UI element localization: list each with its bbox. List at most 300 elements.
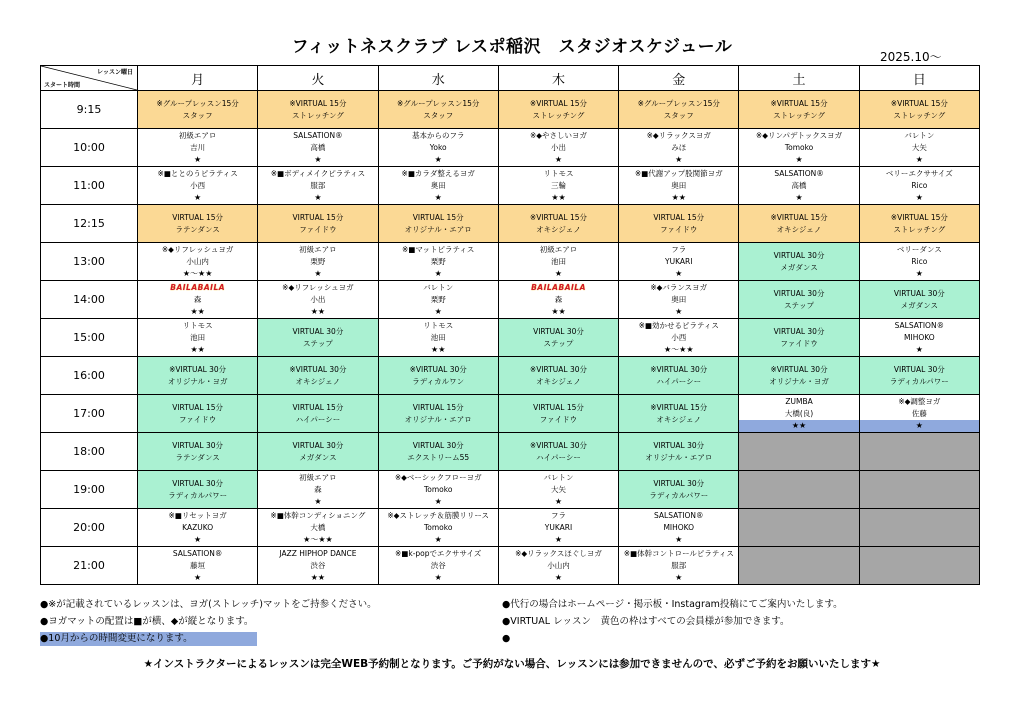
time-slot-row: [41, 433, 980, 471]
instructor-name: スタッフ: [182, 110, 213, 120]
lesson-name: ※■体幹コンディショニング: [270, 510, 366, 520]
instructor-name: メガダンス: [780, 262, 818, 272]
lesson-name: ※◆リラックスヨガ: [646, 130, 711, 140]
time-label: 11:00: [41, 167, 138, 205]
difficulty-stars: ★: [194, 192, 202, 202]
lesson-cell: [378, 167, 498, 205]
time-label: 19:00: [41, 471, 138, 509]
instructor-name: 服部: [310, 180, 326, 190]
lesson-name: ※◆バランスヨガ: [650, 282, 708, 292]
instructor-name: ファイドウ: [178, 414, 217, 424]
time-slot-row: [41, 243, 980, 281]
instructor-name: 小出: [310, 294, 326, 304]
lesson-name: VIRTUAL 30分: [292, 326, 344, 336]
instructor-name: オキシジェノ: [295, 376, 341, 386]
day-header-row: [41, 66, 980, 91]
lesson-name: バレトン: [423, 282, 454, 292]
instructor-name: オリジナル・ヨガ: [769, 376, 829, 386]
instructor-name: Tomoko: [423, 522, 453, 532]
lesson-name: VIRTUAL 30分: [172, 478, 224, 488]
day-header: 月: [138, 66, 258, 91]
lesson-cell: [378, 547, 498, 585]
lesson-cell: [378, 281, 498, 319]
time-label: 21:00: [41, 547, 138, 585]
schedule-start-date: 2025.10～: [880, 50, 942, 64]
lesson-cell: [619, 167, 739, 205]
instructor-name: オキシジェノ: [536, 376, 581, 386]
difficulty-stars: ★: [915, 154, 923, 164]
lesson-name: 基本からのフラ: [411, 130, 465, 140]
instructor-name: みほ: [671, 142, 687, 152]
instructor-name: ラディカルパワー: [889, 376, 949, 386]
instructor-name: 大矢: [911, 142, 927, 152]
note-empty: ●: [502, 633, 511, 644]
lesson-cell: [498, 433, 618, 471]
lesson-cell: [138, 129, 258, 167]
lesson-name: ※◆リフレッシュヨガ: [282, 282, 354, 292]
instructor-name: Rico: [911, 180, 928, 190]
lesson-cell: [258, 281, 378, 319]
lesson-name: バレトン: [543, 472, 574, 482]
note-mat-layout: ●ヨガマットの配置は■が横、◆が縦となります。: [40, 616, 254, 627]
lesson-name: ※グループレッスン15分: [156, 98, 239, 108]
instructor-name: 渋谷: [310, 560, 326, 570]
time-slot-row: [41, 281, 980, 319]
instructor-name: 大橋: [310, 522, 326, 532]
lesson-cell: [498, 243, 618, 281]
difficulty-stars: ★: [795, 192, 803, 202]
lesson-cell: [138, 91, 258, 129]
difficulty-stars: ★～★★: [303, 534, 333, 544]
difficulty-stars: ★: [554, 572, 563, 582]
difficulty-stars: ★: [915, 268, 923, 278]
instructor-name: ラテンダンス: [175, 224, 220, 234]
lesson-cell: [619, 357, 739, 395]
empty-slot: [739, 433, 859, 471]
lesson-name: リトモス: [182, 320, 213, 330]
lesson-name: ※VIRTUAL 15分: [529, 212, 588, 222]
empty-slot: [859, 547, 979, 585]
note-virtual: ●VIRTUAL レッスン 黄色の枠はすべての会員様が参加できます。: [502, 616, 790, 627]
lesson-cell: [138, 357, 258, 395]
difficulty-stars: ★: [675, 154, 683, 164]
lesson-name: VIRTUAL 30分: [893, 288, 945, 298]
lesson-cell: [258, 243, 378, 281]
difficulty-stars: ★: [554, 534, 563, 544]
lesson-name: ベリーエクササイズ: [885, 168, 953, 178]
lesson-name: VIRTUAL 15分: [653, 212, 705, 222]
time-label: 9:15: [41, 91, 138, 129]
lesson-cell: [498, 319, 618, 357]
instructor-name: 栗野: [310, 256, 326, 266]
time-slot-row: [41, 91, 980, 129]
lesson-name: ※■k-popでエクササイズ: [394, 548, 482, 558]
lesson-name: SALSATION®: [293, 130, 343, 140]
day-header: 日: [859, 66, 979, 91]
lesson-cell: [258, 129, 378, 167]
instructor-name: Yoko: [429, 142, 447, 152]
instructor-name: オリジナル・エアロ: [404, 414, 472, 424]
lesson-name: ※■マットピラティス: [401, 244, 475, 254]
lesson-name: 初級エアロ: [178, 130, 217, 140]
lesson-cell: [859, 281, 979, 319]
lesson-cell: [378, 471, 498, 509]
lesson-cell: [739, 395, 859, 433]
instructor-name: 大矢: [550, 484, 566, 494]
difficulty-stars: ★: [314, 496, 322, 506]
instructor-name: ストレッチング: [893, 110, 946, 120]
note-time-change: ●10月からの時間変更になります。: [40, 632, 257, 646]
lesson-cell: [138, 167, 258, 205]
lesson-cell: [498, 167, 618, 205]
lesson-name: VIRTUAL 30分: [893, 364, 945, 374]
time-label: 13:00: [41, 243, 138, 281]
difficulty-stars: ★: [434, 192, 442, 202]
schedule-table: [40, 65, 980, 585]
lesson-cell: [258, 395, 378, 433]
lesson-name: ※◆やさしいヨガ: [529, 130, 588, 140]
lesson-name: ※VIRTUAL 15分: [770, 212, 828, 222]
lesson-name: VIRTUAL 15分: [292, 402, 344, 412]
lesson-name: 初級エアロ: [299, 244, 337, 254]
lesson-name: VIRTUAL 30分: [533, 326, 584, 336]
instructor-name: ファイドウ: [539, 414, 578, 424]
instructor-name: 池田: [430, 332, 446, 342]
instructor-name: 奥田: [430, 180, 446, 190]
lesson-cell: [859, 243, 979, 281]
day-header: 火: [258, 66, 378, 91]
lesson-name: ※グループレッスン15分: [397, 98, 480, 108]
lesson-name: リトモス: [423, 320, 454, 330]
lesson-name: VIRTUAL 30分: [172, 440, 224, 450]
instructor-name: 池田: [550, 256, 566, 266]
lesson-name: VIRTUAL 15分: [412, 402, 464, 412]
lesson-cell: [739, 357, 859, 395]
lesson-cell: [378, 243, 498, 281]
time-slot-row: [41, 395, 980, 433]
instructor-name: スタッフ: [423, 110, 454, 120]
lesson-name: ※■代謝アップ股関節ヨガ: [634, 168, 723, 178]
lesson-cell: [739, 91, 859, 129]
instructor-name: ラディカルパワー: [649, 490, 709, 500]
difficulty-stars: ★: [434, 306, 442, 316]
time-slot-row: [41, 205, 980, 243]
lesson-cell: [739, 129, 859, 167]
lesson-name: ※VIRTUAL 15分: [890, 212, 948, 222]
note-mat: ●※が記載されているレッスンは、ヨガ(ストレッチ)マットをご持参ください。: [40, 599, 377, 610]
time-slot-row: [41, 357, 980, 395]
instructor-name: ファイドウ: [780, 338, 818, 348]
instructor-name: 藤垣: [190, 560, 206, 570]
difficulty-stars: ★★: [671, 192, 686, 202]
lesson-name: ※VIRTUAL 30分: [289, 364, 347, 374]
lesson-name: フラ: [671, 244, 687, 254]
lesson-name: VIRTUAL 15分: [172, 402, 224, 412]
instructor-name: 池田: [190, 332, 206, 342]
instructor-name: ラディカルパワー: [168, 490, 228, 500]
instructor-name: メガダンス: [299, 452, 337, 462]
lesson-name: JAZZ HIPHOP DANCE: [279, 548, 357, 558]
difficulty-stars: ★★: [310, 306, 326, 316]
instructor-name: ストレッチング: [893, 224, 946, 234]
difficulty-stars: ★★: [190, 344, 205, 354]
lesson-cell: [859, 167, 979, 205]
empty-slot: [859, 471, 979, 509]
lesson-cell: [378, 129, 498, 167]
lesson-cell: [138, 243, 258, 281]
instructor-name: Tomoko: [784, 142, 814, 152]
lesson-cell: [859, 319, 979, 357]
lesson-name: ※◆ベーシックフローヨガ: [394, 472, 482, 482]
instructor-name: オリジナル・エアロ: [404, 224, 472, 234]
instructor-name: 佐藤: [911, 408, 927, 418]
lesson-name: ※■リセットヨガ: [168, 510, 227, 520]
difficulty-stars: ★: [915, 192, 923, 202]
difficulty-stars: ★: [314, 154, 322, 164]
empty-slot: [739, 509, 859, 547]
instructor-name: 高橋: [310, 142, 326, 152]
time-label: 16:00: [41, 357, 138, 395]
difficulty-stars: ★★: [551, 306, 566, 316]
lesson-cell: [378, 357, 498, 395]
lesson-name: ベリーダンス: [896, 244, 942, 254]
instructor-name: 小山内: [547, 560, 570, 570]
lesson-cell: [258, 471, 378, 509]
lesson-cell: [498, 205, 618, 243]
lesson-name: SALSATION®: [172, 548, 223, 558]
lesson-cell: [498, 395, 618, 433]
difficulty-stars: ★★: [431, 344, 446, 354]
lesson-name: ※VIRTUAL 15分: [650, 402, 708, 412]
instructor-name: MIHOKO: [663, 522, 695, 532]
difficulty-stars: ★★: [739, 420, 858, 432]
lesson-name: ※VIRTUAL 30分: [529, 440, 588, 450]
instructor-name: ラテンダンス: [175, 452, 220, 462]
instructor-name: オキシジェノ: [776, 224, 822, 234]
instructor-name: 吉川: [190, 142, 206, 152]
lesson-name: VIRTUAL 30分: [773, 326, 825, 336]
lesson-name: リトモス: [543, 168, 574, 178]
lesson-name: VIRTUAL 30分: [653, 440, 705, 450]
instructor-name: スタッフ: [663, 110, 694, 120]
day-header: 水: [378, 66, 498, 91]
lesson-cell: [138, 319, 258, 357]
instructor-name: ステップ: [543, 338, 574, 348]
lesson-cell: [619, 281, 739, 319]
lesson-cell: [859, 91, 979, 129]
lesson-cell: [498, 357, 618, 395]
lesson-cell: [498, 471, 618, 509]
lesson-cell: [619, 129, 739, 167]
empty-slot: [859, 433, 979, 471]
instructor-name: 奥田: [671, 294, 687, 304]
instructor-name: ストレッチング: [291, 110, 344, 120]
difficulty-stars: ★: [915, 344, 923, 354]
instructor-name: 栗野: [430, 256, 446, 266]
lesson-cell: [138, 433, 258, 471]
difficulty-stars: ★: [675, 268, 683, 278]
lesson-name: ※◆リフレッシュヨガ: [161, 244, 234, 254]
instructor-name: KAZUKO: [182, 522, 214, 532]
instructor-name: 服部: [671, 560, 687, 570]
instructor-name: Tomoko: [423, 484, 453, 494]
difficulty-stars: ★: [795, 154, 803, 164]
difficulty-stars: ★: [554, 496, 563, 506]
lesson-cell: [619, 205, 739, 243]
instructor-name: ステップ: [302, 338, 333, 348]
instructor-name: 森: [554, 294, 563, 304]
instructor-name: 奥田: [671, 180, 687, 190]
difficulty-stars: ★: [675, 306, 683, 316]
lesson-name: ※VIRTUAL 15分: [890, 98, 948, 108]
time-label: 18:00: [41, 433, 138, 471]
day-header: 土: [739, 66, 859, 91]
lesson-name: VIRTUAL 15分: [533, 402, 584, 412]
instructor-name: ラディカルワン: [412, 376, 465, 386]
difficulty-stars: ★: [554, 268, 563, 278]
time-label: 14:00: [41, 281, 138, 319]
lesson-name: ※■効かせるピラティス: [638, 320, 719, 330]
lesson-name: ※◆リンパデトックスヨガ: [755, 130, 843, 140]
difficulty-stars: ★: [314, 268, 322, 278]
lesson-name: SALSATION®: [894, 320, 945, 330]
difficulty-stars: ★: [434, 154, 442, 164]
difficulty-stars: ★★: [551, 192, 566, 202]
reservation-footer: ★インストラクターによるレッスンは完全WEB予約制となります。ご予約がない場合、レッスンには参加できませんので、必ずご予約をお願いいたします★: [143, 658, 881, 670]
lesson-cell: [138, 471, 258, 509]
lesson-name: ZUMBA: [785, 396, 813, 406]
instructor-name: ファイドウ: [299, 224, 337, 234]
lesson-name: ※VIRTUAL 15分: [529, 98, 588, 108]
time-slot-row: [41, 547, 980, 585]
lesson-name: ※◆調整ヨガ: [898, 396, 941, 406]
time-label: 15:00: [41, 319, 138, 357]
lesson-cell: [498, 129, 618, 167]
difficulty-stars: ★: [860, 420, 979, 432]
instructor-name: エクストリーム55: [407, 452, 470, 462]
lesson-cell: [619, 319, 739, 357]
lesson-cell: [138, 547, 258, 585]
instructor-name: ファイドウ: [660, 224, 698, 234]
instructor-name: オキシジェノ: [536, 224, 581, 234]
instructor-name: 三輪: [550, 180, 566, 190]
empty-slot: [739, 471, 859, 509]
lesson-cell: [138, 509, 258, 547]
lesson-name: VIRTUAL 30分: [773, 288, 825, 298]
lesson-name: フラ: [550, 510, 566, 520]
lesson-cell: [258, 91, 378, 129]
lesson-cell: [498, 509, 618, 547]
time-label: 17:00: [41, 395, 138, 433]
lesson-cell: [378, 319, 498, 357]
lesson-name: ※VIRTUAL 30分: [770, 364, 828, 374]
instructor-name: YUKARI: [665, 256, 693, 266]
lesson-cell: [859, 395, 979, 433]
lesson-cell: [619, 509, 739, 547]
lesson-cell: [739, 319, 859, 357]
difficulty-stars: ★: [194, 154, 202, 164]
lesson-name: ※グループレッスン15分: [637, 98, 720, 108]
lesson-name: VIRTUAL 15分: [292, 212, 344, 222]
lesson-name: SALSATION®: [654, 510, 704, 520]
difficulty-stars: ★: [554, 154, 563, 164]
lesson-name: ※■体幹コントロールピラティス: [623, 548, 734, 558]
instructor-name: 高橋: [791, 180, 807, 190]
difficulty-stars: ★: [675, 534, 683, 544]
lesson-cell: [619, 243, 739, 281]
instructor-name: ハイパーシー: [656, 376, 702, 386]
instructor-name: 小出: [550, 142, 566, 152]
instructor-name: 小西: [671, 332, 687, 342]
lesson-name: ※VIRTUAL 30分: [650, 364, 708, 374]
lesson-cell: [619, 395, 739, 433]
lesson-name: VIRTUAL 15分: [412, 212, 464, 222]
time-slot-row: [41, 129, 980, 167]
instructor-name: ストレッチング: [773, 110, 825, 120]
difficulty-stars: ★: [314, 192, 322, 202]
lesson-name: VIRTUAL 30分: [773, 250, 825, 260]
lesson-cell: [258, 509, 378, 547]
lesson-cell: [619, 433, 739, 471]
difficulty-stars: ★: [434, 496, 442, 506]
difficulty-stars: ★: [434, 572, 442, 582]
instructor-name: 森: [314, 484, 322, 494]
lesson-cell: [619, 91, 739, 129]
lesson-name: SALSATION®: [774, 168, 824, 178]
instructor-name: メガダンス: [900, 300, 939, 310]
lesson-cell: [859, 205, 979, 243]
lesson-cell: [859, 357, 979, 395]
day-header: 木: [498, 66, 618, 91]
lesson-name: ※◆ストレッチ＆筋膜リリース: [387, 510, 489, 520]
lesson-name: バレトン: [904, 130, 935, 140]
lesson-cell: [258, 319, 378, 357]
lesson-cell: [138, 205, 258, 243]
lesson-cell: [378, 509, 498, 547]
time-label: 12:15: [41, 205, 138, 243]
lesson-name: ※◆リラックスほぐしヨガ: [515, 548, 602, 558]
note-substitute: ●代行の場合はホームページ・掲示板・Instagram投稿にてご案内いたします。: [502, 599, 843, 610]
lesson-cell: [619, 471, 739, 509]
instructor-name: MIHOKO: [904, 332, 935, 342]
corner-header: [41, 66, 138, 91]
lesson-name: ※VIRTUAL 30分: [529, 364, 588, 374]
lesson-name: VIRTUAL 30分: [653, 478, 705, 488]
time-label: 10:00: [41, 129, 138, 167]
lesson-name: BAILABAILA: [170, 282, 226, 292]
lesson-cell: [258, 547, 378, 585]
time-slot-row: [41, 509, 980, 547]
lesson-cell: [138, 281, 258, 319]
instructor-name: YUKARI: [544, 522, 573, 532]
instructor-name: オリジナル・エアロ: [645, 452, 713, 462]
time-slot-row: [41, 471, 980, 509]
day-header: 金: [619, 66, 739, 91]
corner-day-label: レッスン曜日: [97, 69, 133, 76]
instructor-name: 大橋(良): [784, 408, 814, 418]
lesson-name: VIRTUAL 15分: [172, 212, 224, 222]
lesson-cell: [739, 281, 859, 319]
lesson-cell: [498, 91, 618, 129]
lesson-name: BAILABAILA: [531, 282, 586, 292]
instructor-name: ストレッチング: [532, 110, 585, 120]
difficulty-stars: ★～★★: [664, 344, 694, 354]
lesson-name: ※VIRTUAL 30分: [169, 364, 227, 374]
lesson-name: ※VIRTUAL 15分: [770, 98, 828, 108]
lesson-name: ※VIRTUAL 15分: [289, 98, 347, 108]
lesson-cell: [378, 205, 498, 243]
difficulty-stars: ★: [675, 572, 683, 582]
